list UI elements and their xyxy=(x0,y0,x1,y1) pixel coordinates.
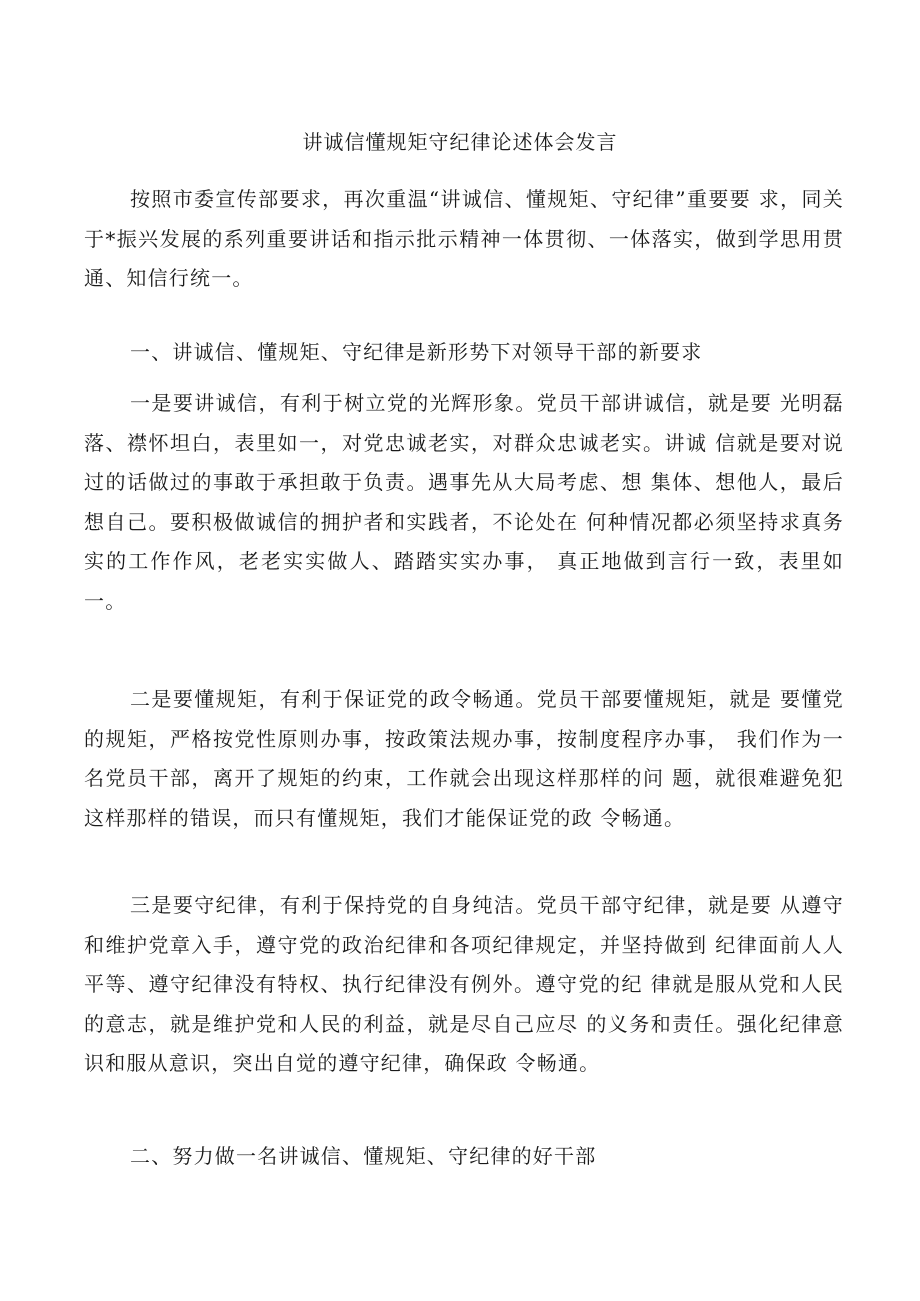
document-title: 讲诚信懂规矩守纪律论述体会发言 xyxy=(302,130,618,154)
section-one-heading: 一、讲诚信、懂规矩、守纪律是新形势下对领导干部的新要求 xyxy=(130,340,703,364)
point-two-paragraph: 二是要懂规矩，有利于保证党的政令畅通。党员干部要懂规矩，就是 要懂党的规矩，严格按党性原则办事，按政策法规办事，按制度程序办事， 我们作为一名党员干部，离开了规矩的约束，工作就会出现这样那样的问 题，就很难避免犯这样那样的错误，而只有懂规矩，我们才能保证党的政 令畅通。 xyxy=(84,687,844,830)
point-one-paragraph: 一是要讲诚信，有利于树立党的光辉形象。党员干部讲诚信，就是要 光明磊落、襟怀坦白，表里如一，对党忠诚老实，对群众忠诚老实。讲诚 信就是要对说过的话做过的事敢于承担敢于负责。遇事先从大局考虑、想 集体、想他人，最后想自己。要积极做诚信的拥护者和实践者，不论处在 何种情况都必须坚持求真务实的工作作风，老老实实做人、踏踏实实办事， 真正地做到言行一致，表里如一。 xyxy=(84,391,844,613)
point-three-paragraph: 三是要守纪律，有利于保持党的自身纯洁。党员干部守纪律，就是要 从遵守和维护党章入手，遵守党的政治纪律和各项纪律规定，并坚持做到 纪律面前人人平等、遵守纪律没有特权、执行纪律没有例外。遵守党的纪 律就是服从党和人民的意志，就是维护党和人民的利益，就是尽自己应尽 的义务和责任。强化纪律意识和服从意识，突出自觉的遵守纪律，确保政 令畅通。 xyxy=(84,893,844,1075)
section-two-heading: 二、努力做一名讲诚信、懂规矩、守纪律的好干部 xyxy=(130,1144,597,1168)
intro-paragraph: 按照市委宣传部要求，再次重温“讲诚信、懂规矩、守纪律”重要要 求，同关于*振兴发展的系列重要讲话和指示批示精神一体贯彻、一体落实，做到学思用贯通、知信行统一。 xyxy=(84,187,844,290)
